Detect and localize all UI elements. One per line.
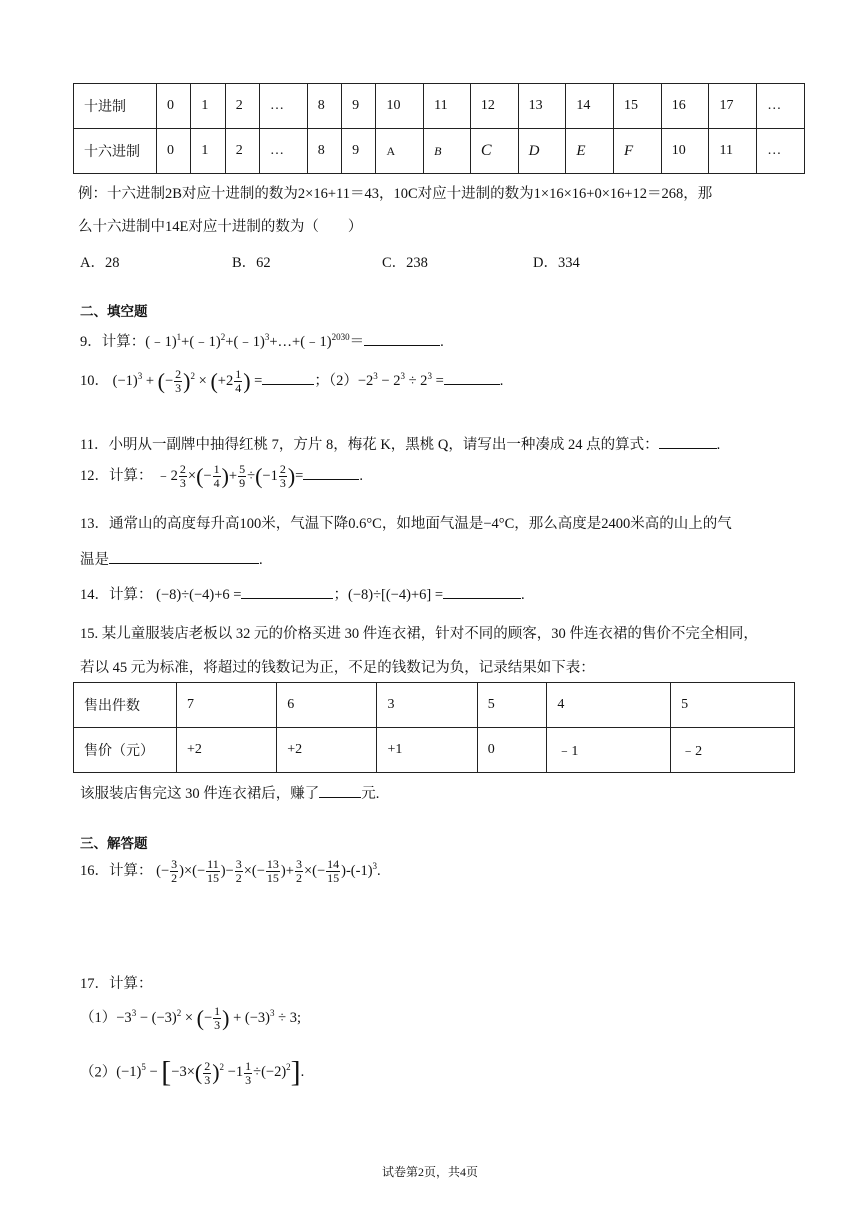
table-cell: 16 bbox=[661, 84, 709, 129]
q9-exp: 2 bbox=[220, 332, 226, 343]
table-cell: +2 bbox=[277, 728, 377, 773]
q10-expr1: $(-1)^3$ + (− $\frac{2}{3}$ )$^2$ × (+2 $\frac{1}{4}$ ) = bbox=[112, 367, 263, 395]
table-cell: 0 bbox=[157, 84, 191, 129]
q8-line2: 么十六进制中14E对应十进制的数为（ ） bbox=[78, 219, 363, 235]
table-cell: 7 bbox=[177, 683, 277, 728]
q17-expr1: $-3^3 - (-3)^2$ × (− $\frac{1}{3}$ ) + $(-3)^3 \div 3$; bbox=[116, 1004, 301, 1032]
q9-text: 9．计算：(﹣1) bbox=[80, 334, 177, 350]
table-cell: 11 bbox=[709, 129, 757, 174]
q11-text: 11．小明从一副牌中抽得红桃 7，方片 8，梅花 K，黑桃 Q，请写出一种凑成 24 点的算式： bbox=[80, 437, 659, 453]
answer-blank[interactable] bbox=[443, 584, 521, 599]
answer-blank[interactable] bbox=[444, 370, 500, 385]
table-cell: 9 bbox=[342, 84, 376, 129]
base-conversion-table bbox=[73, 83, 805, 174]
answer-blank[interactable] bbox=[303, 465, 359, 480]
table-cell: C bbox=[470, 129, 518, 174]
table-cell: 2 bbox=[225, 129, 259, 174]
answer-blank[interactable] bbox=[659, 434, 717, 449]
q16 bbox=[80, 858, 381, 885]
table-cell: 5 bbox=[671, 683, 795, 728]
table-cell: A bbox=[376, 129, 424, 174]
q16-expr: (− $\frac{3}{2}$ )×(− $\frac{11}{15}$ )− $\frac{3}{2}$ ×(− $\frac{13}{15}$ )+ $\frac{3}{2}$ ×(− $\frac{14}{15}$ )$-(-1)^3$. bbox=[156, 857, 381, 885]
table-cell: ﹣2 bbox=[671, 728, 795, 773]
q16-number: 16．计算： bbox=[80, 862, 153, 879]
table-cell: 9 bbox=[342, 129, 376, 174]
q9-exp: 1 bbox=[176, 332, 182, 343]
option-c: C．238 bbox=[382, 255, 428, 271]
q8-line1: 例：十六进制2B对应十进制的数为2×16+11＝43，10C对应十进制的数为1×16×16+0×16+12＝268，那 bbox=[78, 186, 713, 202]
table-cell: 2 bbox=[225, 84, 259, 129]
answer-blank[interactable] bbox=[262, 370, 314, 385]
q17-label: （2） bbox=[80, 1064, 117, 1081]
table-cell: 10 bbox=[376, 84, 424, 129]
q14: 14．计算： (−8)÷(−4)+6 = ；(−8)÷[(−4)+6] = . bbox=[80, 583, 525, 604]
table-cell: 0 bbox=[157, 129, 191, 174]
table-cell: 1 bbox=[191, 84, 225, 129]
table-cell: 8 bbox=[307, 84, 341, 129]
row-label: 售价（元） bbox=[74, 728, 177, 773]
answer-blank[interactable] bbox=[241, 584, 333, 599]
q15-text: 元. bbox=[361, 786, 380, 802]
q12-number: 12．计算： bbox=[80, 467, 153, 484]
table-cell: 12 bbox=[470, 84, 518, 129]
table-cell: 15 bbox=[614, 84, 662, 129]
q10: 10． $(-1)^3$ + (− $\frac{2}{3}$ )$^2$ × (+2 $\frac{1}{4}$ ) = ；$(2)-2^3 - 2^3 \div 2^3$ = . bbox=[80, 367, 504, 395]
table-cell: 17 bbox=[709, 84, 757, 129]
table-cell: D bbox=[518, 129, 566, 174]
answer-blank[interactable] bbox=[319, 783, 361, 798]
table-cell: 14 bbox=[566, 84, 614, 129]
table-row bbox=[74, 683, 795, 728]
q17-title: 17．计算： bbox=[80, 976, 153, 992]
q11: 11．小明从一副牌中抽得红桃 7，方片 8，梅花 K，黑桃 Q，请写出一种凑成 24 点的算式： . bbox=[80, 433, 720, 454]
table-cell: 5 bbox=[477, 683, 547, 728]
table-cell: … bbox=[260, 129, 308, 174]
table-cell: 6 bbox=[277, 683, 377, 728]
answer-blank[interactable] bbox=[364, 331, 440, 346]
page-footer: 试卷第2页，共4页 bbox=[381, 1165, 478, 1179]
row-label: 十进制 bbox=[74, 84, 157, 129]
table-cell: 13 bbox=[518, 84, 566, 129]
q10-expr2: $-2^3 - 2^3 \div 2^3$ = bbox=[357, 371, 444, 389]
q13-line2: 温是 . bbox=[80, 548, 263, 569]
q13-text: 温是 bbox=[80, 552, 109, 568]
section-answer-title: 三、解答题 bbox=[80, 836, 148, 852]
table-cell: E bbox=[566, 129, 614, 174]
q17-label: （1） bbox=[80, 1009, 117, 1026]
q9-text: ＝ bbox=[349, 334, 365, 350]
table-cell: +1 bbox=[377, 728, 477, 773]
q9-exp: 3 bbox=[264, 332, 270, 343]
q14-expr2: (−8)÷[(−4)+6] = bbox=[347, 587, 443, 603]
q15-answer-line bbox=[80, 782, 379, 803]
q9-text: +(﹣1) bbox=[181, 334, 221, 350]
q9-text: +(﹣1) bbox=[225, 334, 265, 350]
q10-part2: ；（2） bbox=[314, 372, 358, 389]
q17-part1 bbox=[80, 1005, 301, 1032]
table-cell: … bbox=[757, 129, 805, 174]
q17-part2 bbox=[80, 1056, 304, 1090]
table-cell: 11 bbox=[424, 84, 471, 129]
row-label: 售出件数 bbox=[74, 683, 177, 728]
row-label: 十六进制 bbox=[74, 129, 157, 174]
option-d: D．334 bbox=[533, 255, 580, 271]
table-cell: 0 bbox=[477, 728, 547, 773]
option-a: A．28 bbox=[80, 255, 120, 271]
table-cell: ﹣1 bbox=[547, 728, 671, 773]
table-row bbox=[74, 84, 805, 129]
section-fill-title: 二、填空题 bbox=[80, 304, 148, 320]
table-cell: F bbox=[614, 129, 662, 174]
q12-expr: ﹣2 $\frac{2}{3}$ ×(− $\frac{1}{4}$ )+ $\frac{5}{9}$ ÷(−1 $\frac{2}{3}$ )= bbox=[156, 462, 304, 490]
q15-line2: 若以 45 元为标准，将超过的钱数记为正，不足的钱数记为负，记录结果如下表： bbox=[80, 660, 595, 676]
q9-exp: 2030 bbox=[331, 332, 350, 343]
table-row bbox=[74, 129, 805, 174]
answer-blank[interactable] bbox=[109, 549, 259, 564]
table-cell: … bbox=[757, 84, 805, 129]
q14-expr1: (−8)÷(−4)+6 = bbox=[156, 587, 242, 603]
table-cell: +2 bbox=[177, 728, 277, 773]
table-cell: 8 bbox=[307, 129, 341, 174]
q14-number: 14．计算： bbox=[80, 587, 153, 603]
table-cell: 4 bbox=[547, 683, 671, 728]
option-b: B．62 bbox=[232, 255, 271, 271]
q9-text: +…+(﹣1) bbox=[269, 334, 332, 350]
table-cell: 10 bbox=[661, 129, 709, 174]
q9: 9．计算：(﹣1)$^1$+(﹣1)$^2$+(﹣1)$^3$+…+(﹣1)$^{2030}$＝ . bbox=[80, 332, 444, 350]
sales-table bbox=[73, 682, 795, 773]
table-cell: 1 bbox=[191, 129, 225, 174]
table-cell: … bbox=[260, 84, 308, 129]
table-cell: 3 bbox=[377, 683, 477, 728]
q12: 12．计算： ﹣2 $\frac{2}{3}$ ×(− $\frac{1}{4}$ )+ $\frac{5}{9}$ ÷(−1 $\frac{2}{3}$ )= . bbox=[80, 462, 363, 490]
table-cell: B bbox=[424, 129, 471, 174]
q10-number: 10． bbox=[80, 372, 109, 389]
q13-line1: 13．通常山的高度每升高100米，气温下降0.6°C，如地面气温是−4°C，那么高度是2400米高的山上的气 bbox=[80, 516, 732, 532]
q15-text: 该服装店售完这 30 件连衣裙后，赚了 bbox=[80, 786, 320, 802]
table-row bbox=[74, 728, 795, 773]
q17-expr2: $(-1)^5 - [-3\times$( $\frac{2}{3}$ )$^2$ −1 $\frac{1}{3}$ $\div(-2)^2$]. bbox=[116, 1056, 305, 1089]
q15-line1: 15. 某儿童服装店老板以 32 元的价格买进 30 件连衣裙，针对不同的顾客，30 件连衣裙的售价不完全相同， bbox=[80, 626, 758, 642]
